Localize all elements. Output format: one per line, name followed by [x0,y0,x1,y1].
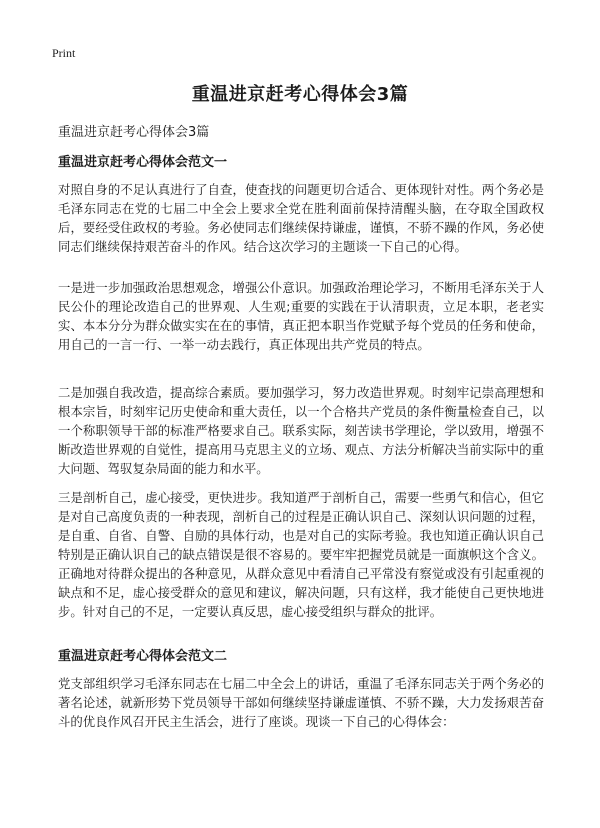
section-1-paragraph-4: 三是剖析自己，虚心接受，更快进步。我知道严于剖析自己，需要一些勇气和信心，但它是对自己高度负责的一种表现，剖析自己的过程是正确认识自己、深刻认识问题的过程，是自重、自省、自警、自励的具体行动，也是对自己的实际考验。我也知道正确认识自己特别是正确认识自己的缺点错误是很不容易的。要牢牢把握党员就是一面旗帜这个含义。正确地对待群众提出的各种意见，从群众意见中看清自己平常没有察觉或没有引起重视的缺点和不足，虚心接受群众的意见和建议，解决问题，只有这样，我才能使自己更快地进步。针对自己的不足，一定要认真反思，虚心接受组织与群众的批评。 [58,490,544,619]
document-subtitle: 重温进京赶考心得体会3篇 [58,125,210,140]
section-1-paragraph-2: 一是进一步加强政治思想观念，增强公仆意识。加强政治理论学习，不断用毛泽东关于人民公仆的理论改造自己的世界观、人生观;重要的实践在于认清职责，立足本职，老老实实、本本分分为群众做实实在在的事情，真正把本职当作党赋予每个党员的任务和使命，用自己的一言一行、一举一动去践行，真正体现出共产党员的特点。 [58,280,544,352]
section-1-paragraph-1: 对照自身的不足认真进行了自查，使查找的问题更切合适合、更体现针对性。两个务必是毛泽东同志在党的七届二中全会上要求全党在胜利面前保持清醒头脑，在夺取全国政权后，要经受住政权的考验。务必使同志们继续保持谦虚，谨慎，不骄不躁的作风，务必使同志们继续保持艰苦奋斗的作风。结合这次学习的主题谈一下自己的心得。 [58,182,544,254]
section-1-paragraph-3: 二是加强自我改造，提高综合素质。要加强学习，努力改造世界观。时刻牢记崇高理想和根本宗旨，时刻牢记历史使命和重大责任，以一个合格共产党员的条件衡量检查自己，以一个称职领导干部的标准严格要求自己。联系实际，刻苦读书学理论，学以致用，增强不断改造世界观的自觉性，提高用马克思主义的立场、观点、方法分析解决当前实际中的重大问题、驾驭复杂局面的能力和水平。 [58,385,544,476]
section-2-paragraph-1: 党支部组织学习毛泽东同志在七届二中全会上的讲话，重温了毛泽东同志关于两个务必的著名论述，就新形势下党员领导干部如何继续坚持谦虚谨慎、不骄不躁，大力发扬艰苦奋斗的优良作风召开民主生活会，进行了座谈。现谈一下自己的心得体会： [58,676,544,729]
section-heading-1: 重温进京赶考心得体会范文一 [58,155,228,170]
section-heading-2: 重温进京赶考心得体会范文二 [58,649,228,664]
page-title: 重温进京赶考心得体会3篇 [191,84,409,105]
print-link[interactable]: Print [52,46,76,60]
